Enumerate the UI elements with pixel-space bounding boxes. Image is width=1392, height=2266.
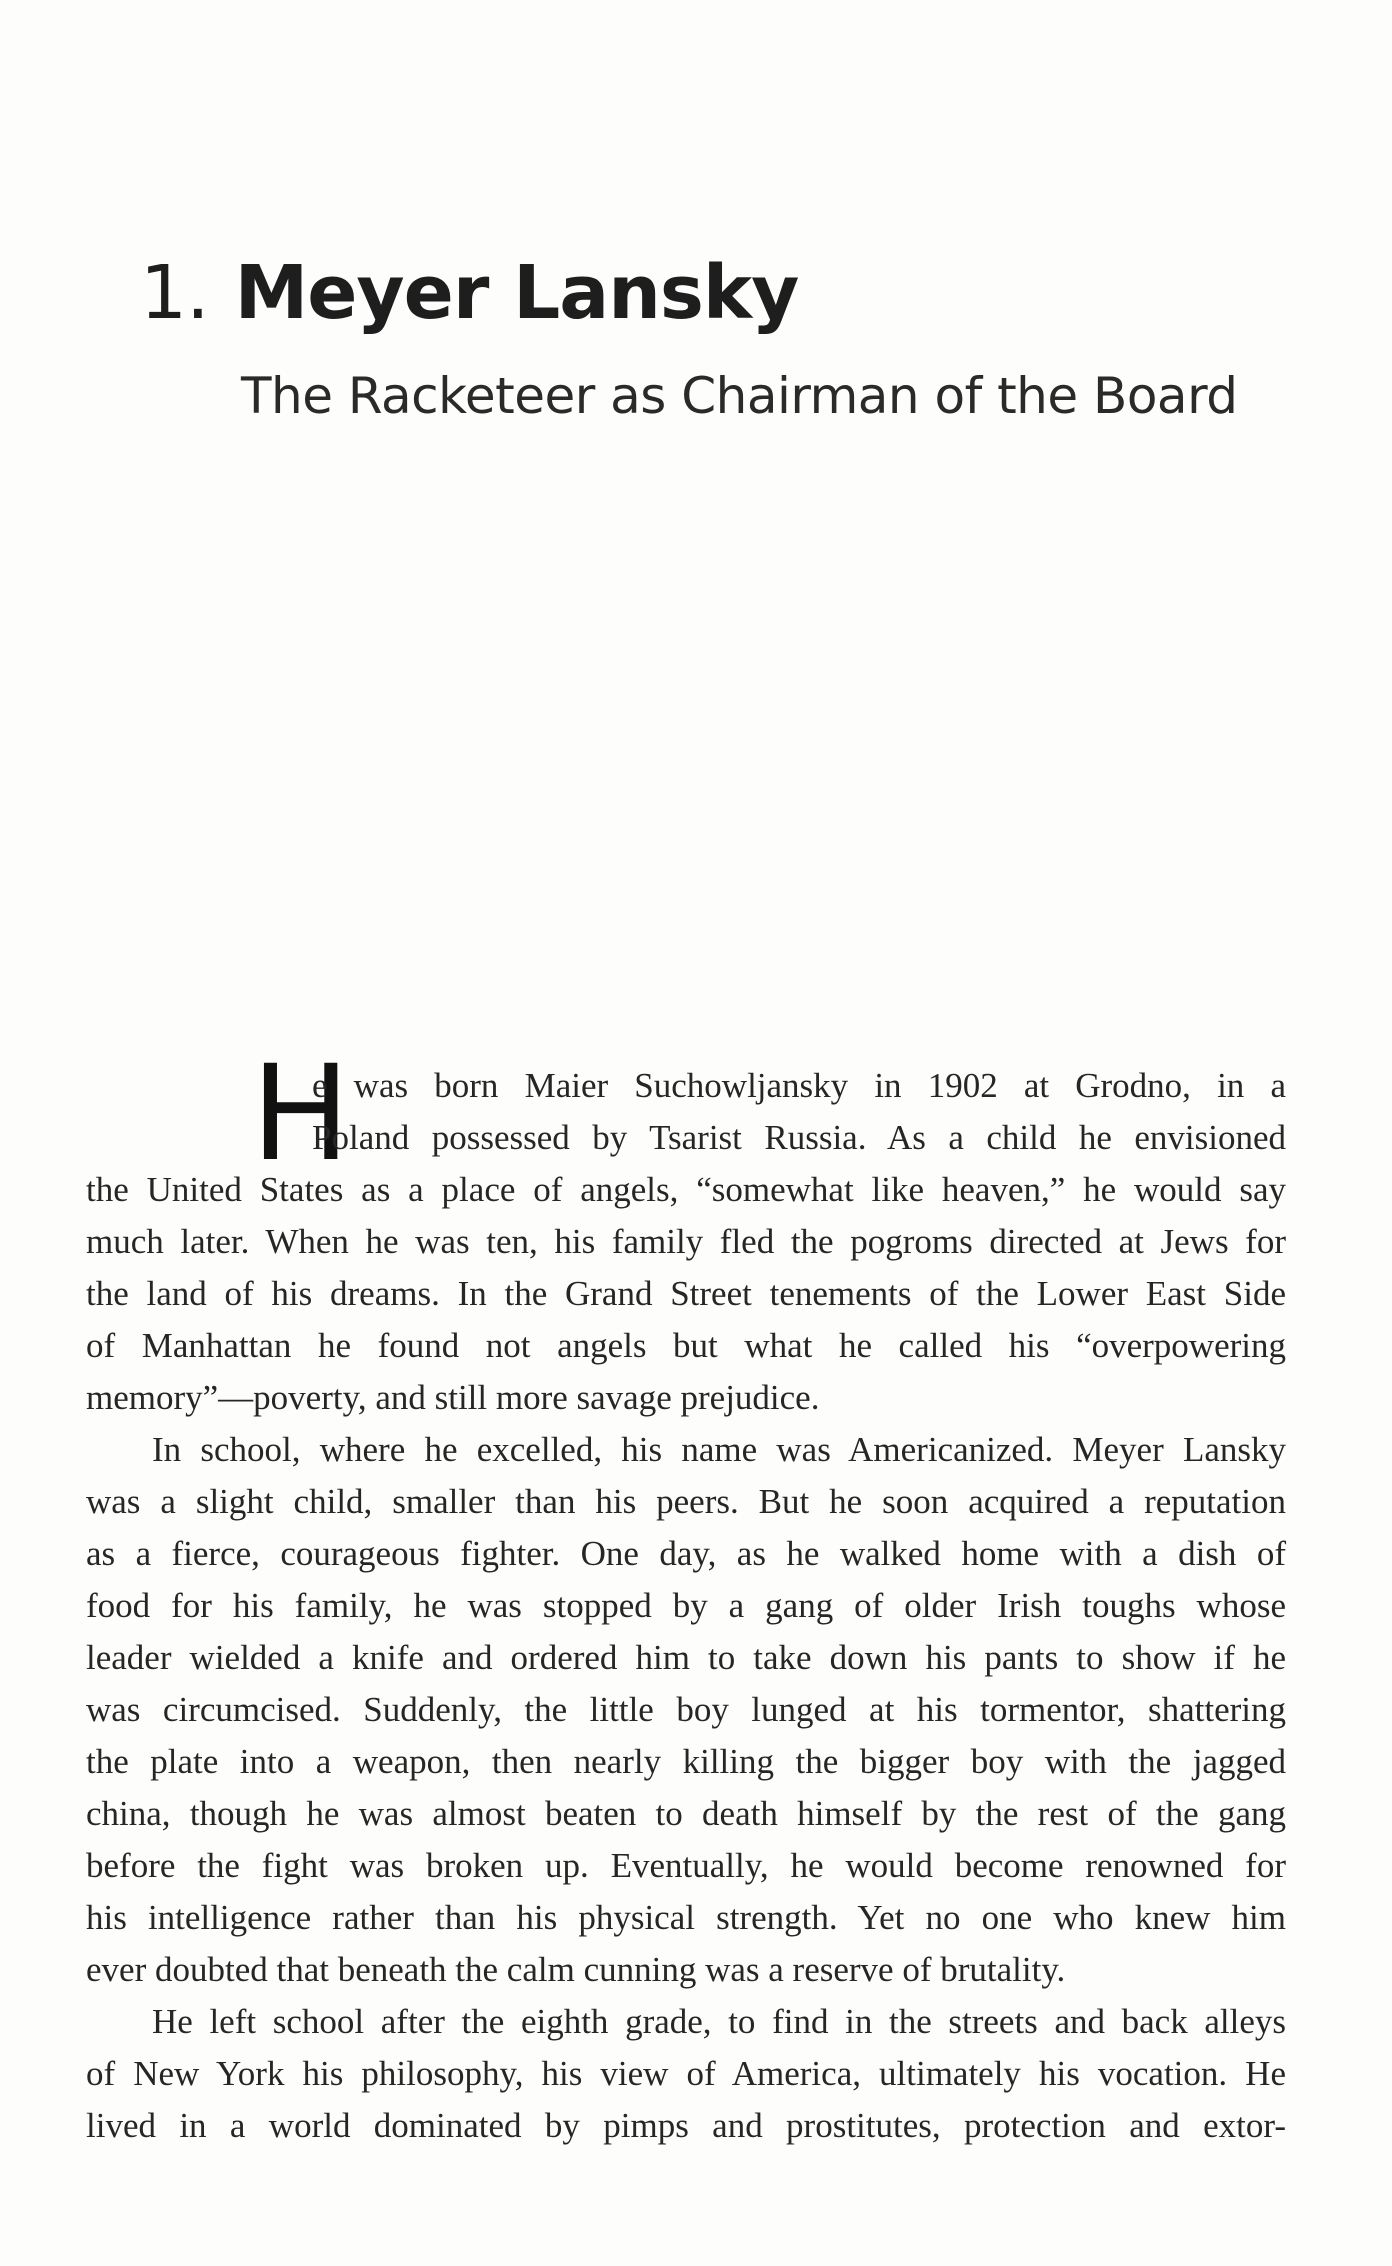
text-line: the United States as a place of angels, “somewhat like heaven,” he would say: [86, 1170, 1286, 1209]
text-line: leader wielded a knife and ordered him to take down his pants to show if he: [86, 1638, 1286, 1677]
drop-cap: H: [251, 1037, 351, 1191]
text-line: much later. When he was ten, his family fled the pogroms directed at Jews for: [86, 1222, 1286, 1261]
text-line: e was born Maier Suchowljansky in 1902 at Grodno, in a: [312, 1066, 1286, 1105]
text-line: was circumcised. Suddenly, the little boy lunged at his tormentor, shattering: [86, 1690, 1286, 1729]
text-line: memory”—poverty, and still more savage prejudice.: [86, 1378, 820, 1417]
chapter-number: 1.: [140, 250, 209, 336]
chapter-subtitle: The Racketeer as Chairman of the Board: [241, 367, 1238, 425]
text-line: the land of his dreams. In the Grand Street tenements of the Lower East Side: [86, 1274, 1286, 1313]
text-line: as a fierce, courageous fighter. One day, as he walked home with a dish of: [86, 1534, 1286, 1573]
text-line: He left school after the eighth grade, to find in the streets and back alleys: [152, 2002, 1286, 2041]
text-line: Poland possessed by Tsarist Russia. As a child he envisioned: [312, 1118, 1286, 1157]
text-line: of Manhattan he found not angels but what he called his “overpowering: [86, 1326, 1286, 1365]
text-line: ever doubted that beneath the calm cunning was a reserve of brutality.: [86, 1950, 1066, 1989]
text-line: was a slight child, smaller than his peers. But he soon acquired a reputation: [86, 1482, 1286, 1521]
text-line: of New York his philosophy, his view of America, ultimately his vocation. He: [86, 2054, 1286, 2093]
chapter-body-text: [86, 1037, 1286, 2152]
text-line: lived in a world dominated by pimps and prostitutes, protection and extor-: [86, 2106, 1286, 2145]
text-line: the plate into a weapon, then nearly killing the bigger boy with the jagged: [86, 1742, 1286, 1781]
text-line: In school, where he excelled, his name was Americanized. Meyer Lansky: [152, 1430, 1286, 1469]
chapter-title: Meyer Lansky: [234, 250, 799, 336]
text-line: food for his family, he was stopped by a gang of older Irish toughs whose: [86, 1586, 1286, 1625]
chapter-heading: [140, 248, 798, 338]
text-line: his intelligence rather than his physical strength. Yet no one who knew him: [86, 1898, 1286, 1937]
text-line: before the fight was broken up. Eventually, he would become renowned for: [86, 1846, 1286, 1885]
text-line: china, though he was almost beaten to death himself by the rest of the gang: [86, 1794, 1286, 1833]
